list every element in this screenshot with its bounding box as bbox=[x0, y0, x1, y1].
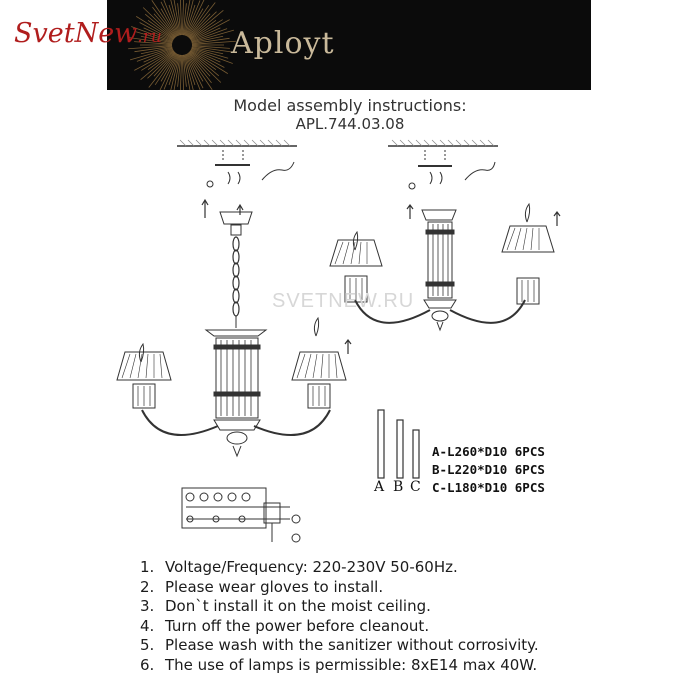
instruction-item: 2. Please wear gloves to install. bbox=[140, 577, 384, 596]
model-number: APL.744.03.08 bbox=[295, 115, 405, 133]
rod-label-c: C bbox=[410, 479, 421, 495]
rod-label-a: A bbox=[374, 479, 385, 495]
instruction-item: 6. The use of lamps is permissible: 8xE14 max 40W. bbox=[140, 655, 538, 674]
watermark-text: SVETNEW.RU bbox=[272, 290, 415, 312]
wiring-diagram bbox=[182, 488, 300, 542]
instruction-item: 5. Please wash with the sanitizer without corrosivity. bbox=[140, 636, 539, 655]
instruction-item: 3. Don`t install it on the moist ceiling. bbox=[140, 597, 431, 616]
crystal-rods-drawing bbox=[378, 410, 419, 478]
document-title: Model assembly instructions: bbox=[233, 96, 467, 115]
rod-spec-b: B-L220*D10 6PCS bbox=[432, 462, 545, 477]
brand-name: Aployt bbox=[231, 26, 335, 61]
rod-spec-a: A-L260*D10 6PCS bbox=[432, 444, 545, 459]
rod-spec-c: C-L180*D10 6PCS bbox=[432, 480, 545, 495]
watermark-logo: SvetNew.ru bbox=[14, 18, 162, 49]
rod-label-b: B bbox=[393, 479, 404, 495]
instruction-list bbox=[140, 558, 539, 676]
instruction-item: 1. Voltage/Frequency: 220-230V 50-60Hz. bbox=[140, 558, 458, 576]
instruction-item: 4. Turn off the power before cleanout. bbox=[140, 616, 430, 635]
